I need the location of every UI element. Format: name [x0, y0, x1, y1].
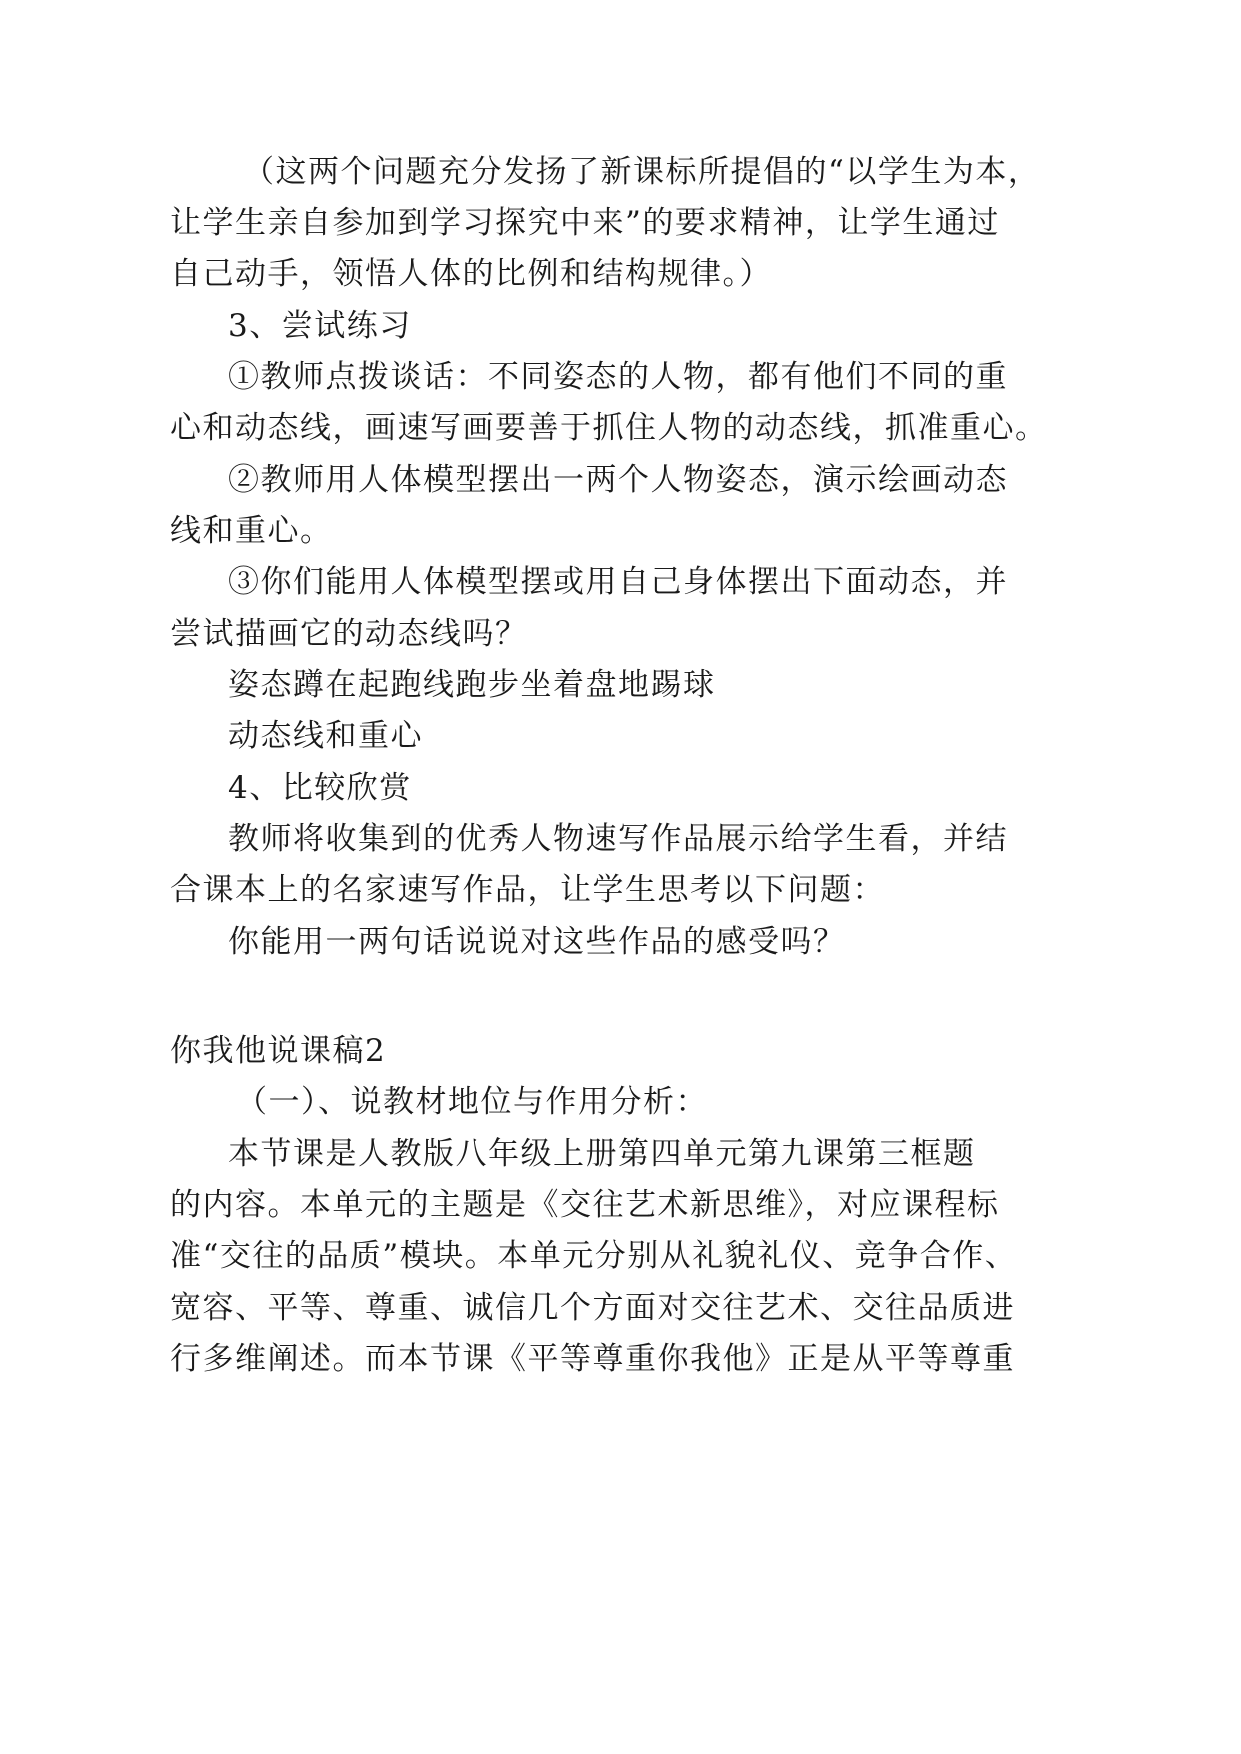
paragraph-line: 教师将收集到的优秀人物速写作品展示给学生看，并结 [228, 821, 1008, 857]
paragraph-line: ①教师点拨谈话：不同姿态的人物，都有他们不同的重 [228, 359, 1008, 395]
paragraph-line: 动态线和重心 [228, 718, 423, 754]
paragraph-line: 你能用一两句话说说对这些作品的感受吗？ [228, 924, 846, 960]
paragraph-line: 的内容。本单元的主题是《交往艺术新思维》，对应课程标 [170, 1187, 1000, 1223]
section-heading: 3、尝试练习 [228, 308, 412, 344]
paragraph-line: 让学生亲自参加到学习探究中来”的要求精神，让学生通过 [170, 205, 1000, 241]
paragraph-line: 尝试描画它的动态线吗？ [170, 616, 528, 652]
paragraph-line: ②教师用人体模型摆出一两个人物姿态，演示绘画动态 [228, 462, 1008, 498]
paragraph-line: ③你们能用人体模型摆或用自己身体摆出下面动态，并 [228, 564, 1008, 600]
section-heading: （一）、说教材地位与作用分析： [236, 1084, 708, 1120]
paragraph-line: 合课本上的名家速写作品，让学生思考以下问题： [170, 872, 885, 908]
paragraph-line: 自己动手，领悟人体的比例和结构规律。） [170, 256, 772, 292]
paragraph-line: 姿态蹲在起跑线跑步坐着盘地踢球 [228, 667, 716, 703]
paragraph-line: 线和重心。 [170, 513, 333, 549]
paragraph-line: 行多维阐述。而本节课《平等尊重你我他》正是从平等尊重 [170, 1341, 1015, 1377]
paragraph-line: 准“交往的品质”模块。本单元分别从礼貌礼仪、竞争合作、 [170, 1238, 1018, 1274]
paragraph-line: 本节课是人教版八年级上册第四单元第九课第三框题 [228, 1136, 976, 1172]
paragraph-line: （这两个问题充分发扬了新课标所提倡的“以学生为本， [243, 154, 1041, 190]
document-title: 你我他说课稿2 [170, 1033, 387, 1069]
paragraph-line: 宽容、平等、尊重、诚信几个方面对交往艺术、交往品质进 [170, 1290, 1015, 1326]
section-heading: 4、比较欣赏 [228, 770, 412, 806]
paragraph-line: 心和动态线，画速写画要善于抓住人物的动态线，抓准重心。 [170, 410, 1048, 446]
